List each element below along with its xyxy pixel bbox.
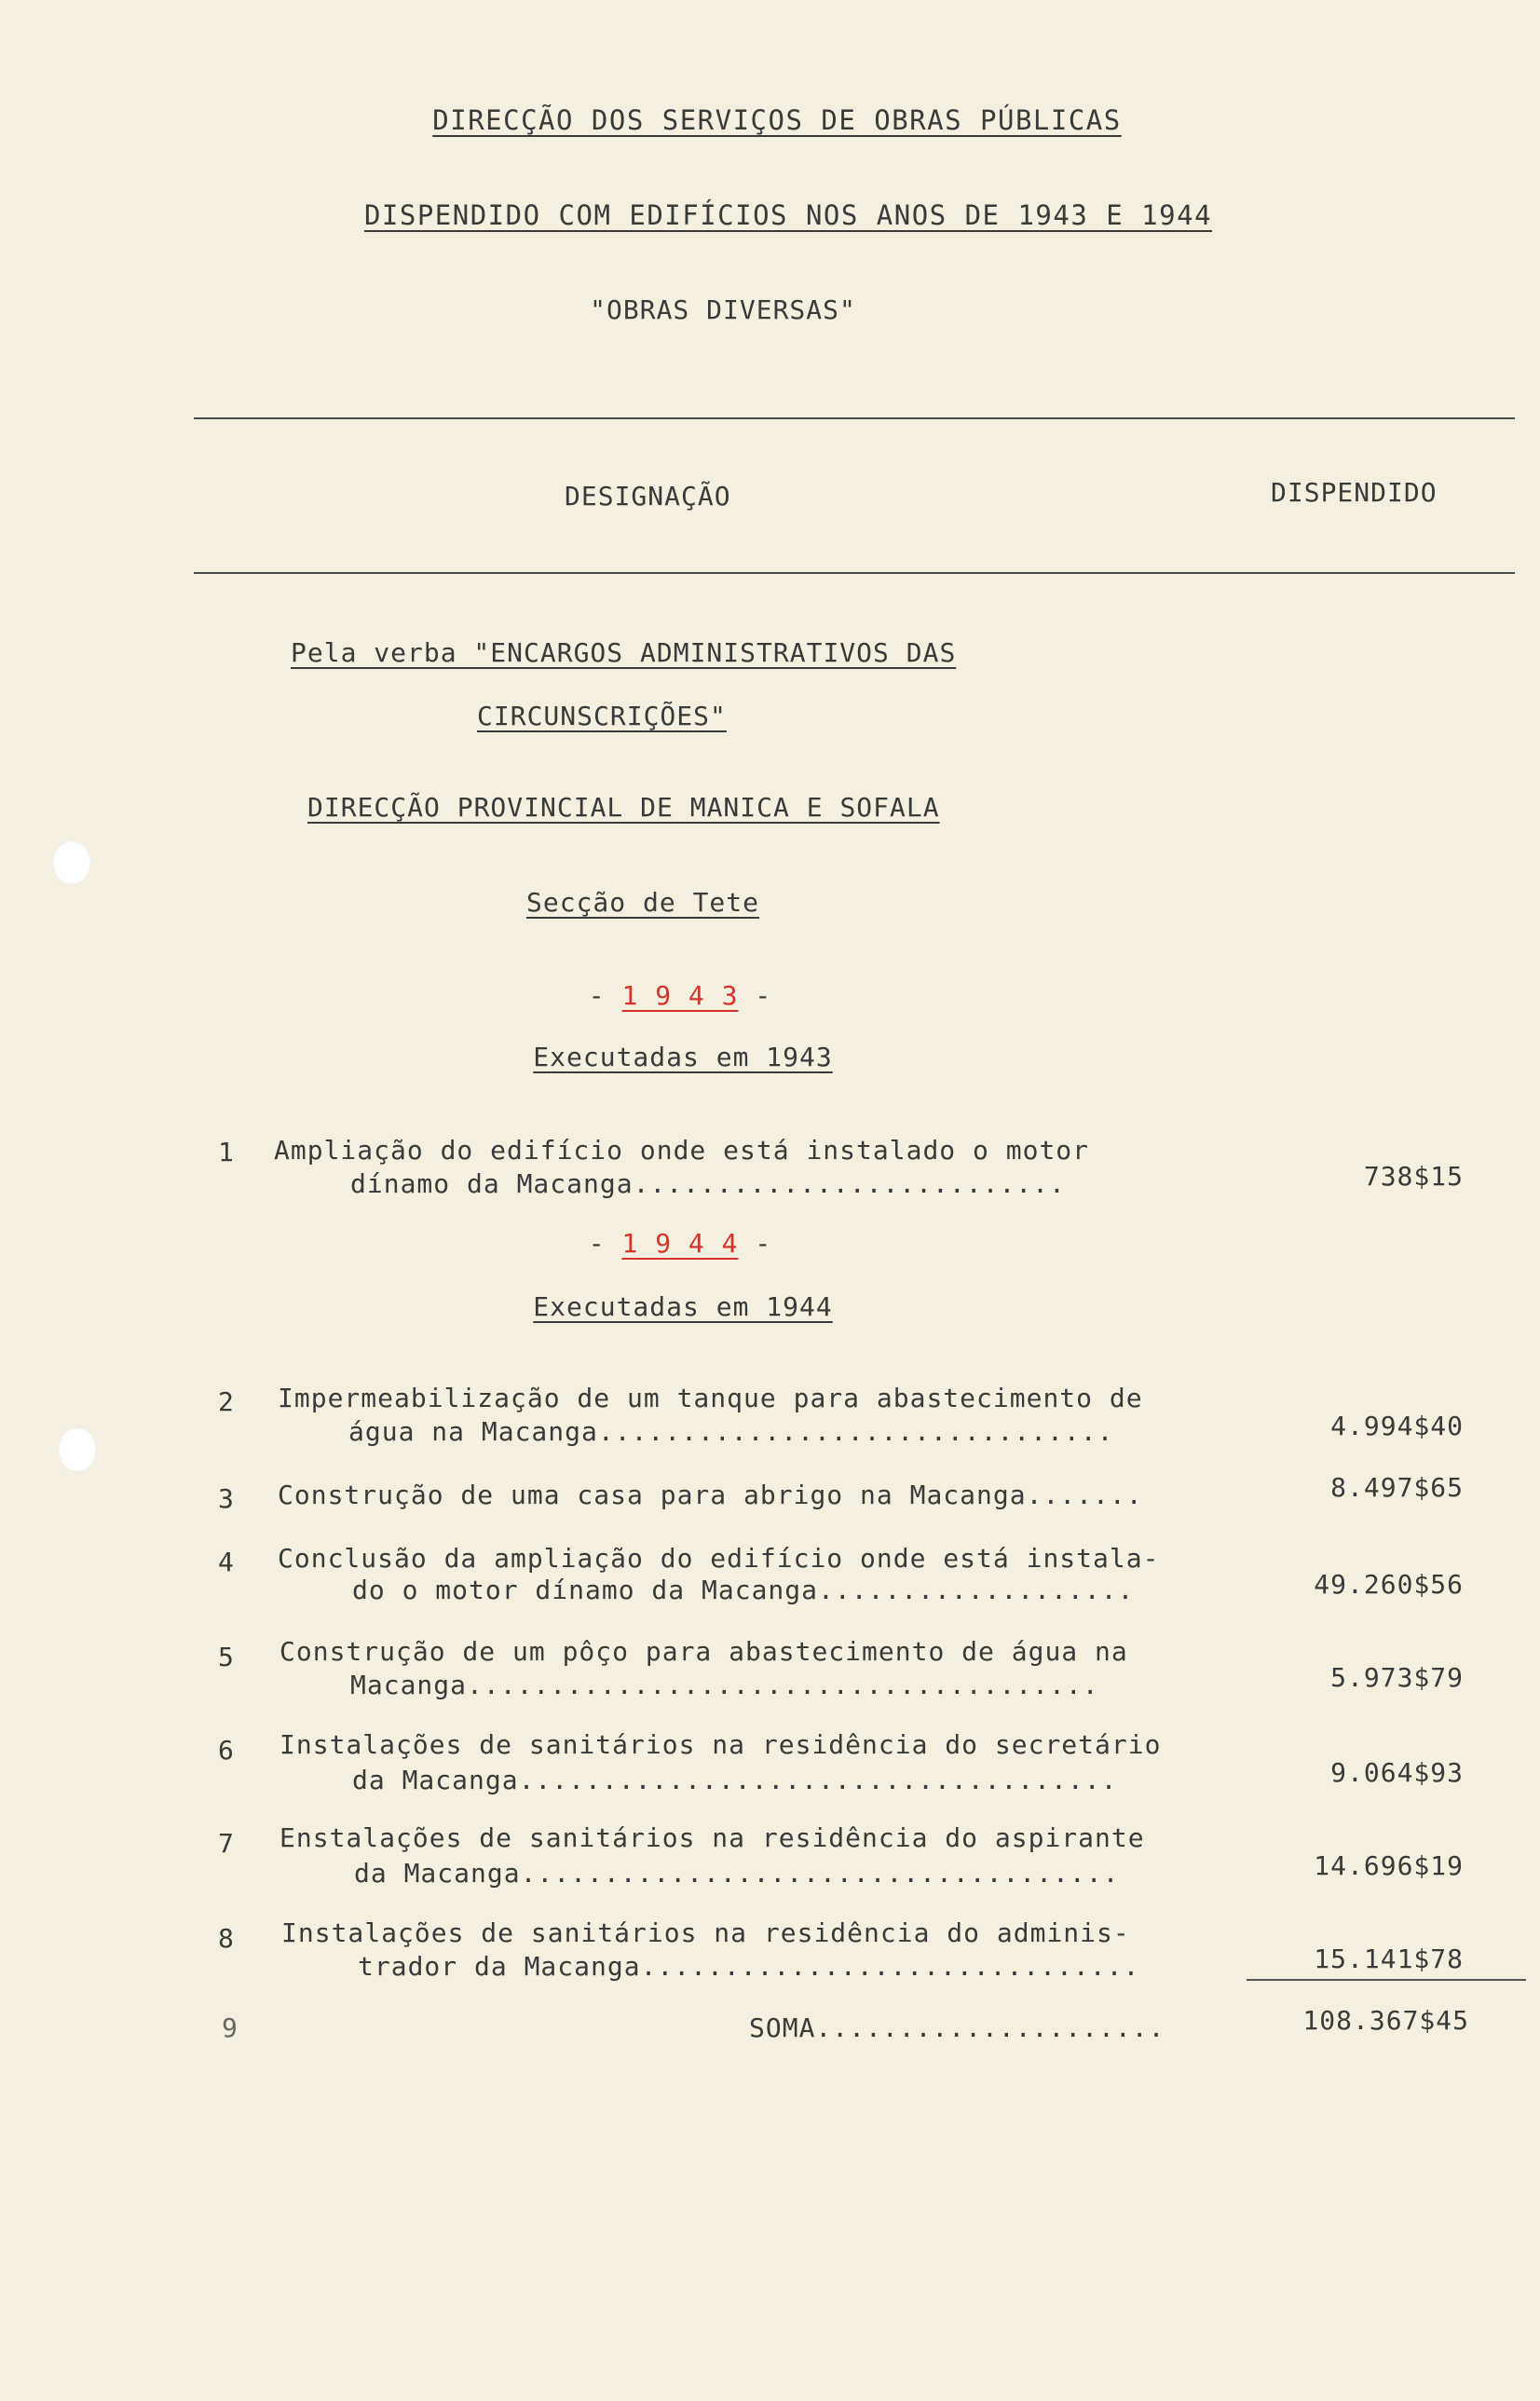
- year-1944-heading: [589, 1228, 771, 1259]
- executed-1943-heading: Executadas em 1943: [533, 1042, 833, 1072]
- top-rule: [194, 417, 1515, 419]
- item-description-line2: trador da Macanga..............................: [358, 1951, 1140, 1982]
- item-description-line2: da Macanga....................................: [354, 1858, 1120, 1889]
- directorate-heading: DIRECÇÃO PROVINCIAL DE MANICA E SOFALA: [307, 792, 940, 823]
- item-number: 7: [218, 1828, 234, 1859]
- item-description-line1: Instalações de sanitários na residência do secretário: [279, 1729, 1162, 1760]
- dash-left: -: [588, 1228, 606, 1259]
- total-label: SOMA.....................: [749, 2012, 1165, 2043]
- dash-right: -: [755, 980, 772, 1011]
- budget-heading-line2: CIRCUNSCRIÇÕES": [477, 701, 727, 731]
- item-description-line1: Impermeabilização de um tanque para abastecimento de: [278, 1383, 1143, 1413]
- year-1944: 1 9 4 4: [621, 1228, 739, 1259]
- item-amount: 5.973$79: [1330, 1662, 1464, 1693]
- item-amount: 4.994$40: [1330, 1411, 1464, 1441]
- column-designation-header: DESIGNAÇÃO: [565, 481, 731, 512]
- item-amount: 9.064$93: [1330, 1757, 1464, 1788]
- item-amount: 14.696$19: [1314, 1850, 1464, 1881]
- year-1943-heading: [589, 980, 771, 1011]
- item-description-line2: do o motor dínamo da Macanga...................: [352, 1575, 1135, 1605]
- item-description-line1: Enstalações de sanitários na residência do aspirante: [279, 1822, 1145, 1853]
- section-heading: Secção de Tete: [525, 887, 760, 918]
- dash-left: -: [588, 980, 606, 1011]
- item-description-line1: Ampliação do edifício onde está instalado o motor: [274, 1135, 1090, 1166]
- column-spent-header: DISPENDIDO: [1271, 477, 1438, 508]
- struck-number: 9: [222, 2012, 238, 2043]
- total-rule: [1247, 1979, 1526, 1981]
- total-amount: 108.367$45: [1302, 2005, 1469, 2036]
- year-1943: 1 9 4 3: [621, 980, 739, 1011]
- budget-heading-line1: Pela verba "ENCARGOS ADMINISTRATIVOS DAS: [291, 637, 957, 668]
- item-description-line1: Conclusão da ampliação do edifício onde está instala-: [278, 1543, 1160, 1574]
- punch-hole: [52, 840, 91, 885]
- item-amount: 738$15: [1363, 1161, 1464, 1192]
- item-description-line1: Construção de uma casa para abrigo na Macanga.......: [278, 1480, 1143, 1510]
- item-number: 2: [218, 1386, 234, 1417]
- item-number: 6: [218, 1735, 234, 1766]
- item-number: 4: [218, 1547, 234, 1577]
- header-title: DIRECÇÃO DOS SERVIÇOS DE OBRAS PÚBLICAS: [432, 104, 1122, 136]
- punch-hole: [58, 1427, 97, 1472]
- item-number: 5: [218, 1642, 234, 1672]
- executed-1944-heading: Executadas em 1944: [533, 1291, 833, 1322]
- item-number: 1: [218, 1137, 234, 1167]
- header-bottom-rule: [194, 572, 1515, 574]
- item-amount: 15.141$78: [1314, 1944, 1464, 1974]
- item-description-line2: dínamo da Macanga..........................: [350, 1168, 1066, 1199]
- dash-right: -: [755, 1228, 772, 1259]
- item-description-line2: água na Macanga...............................: [348, 1416, 1114, 1447]
- header-works-label: "OBRAS DIVERSAS": [590, 294, 856, 325]
- item-description-line2: Macanga......................................: [350, 1670, 1099, 1700]
- header-subtitle: DISPENDIDO COM EDIFÍCIOS NOS ANOS DE 1943 E 1944: [363, 199, 1213, 231]
- item-number: 3: [218, 1483, 234, 1514]
- item-description-line1: Construção de um pôço para abastecimento de água na: [279, 1636, 1128, 1667]
- item-amount: 8.497$65: [1330, 1472, 1464, 1503]
- item-amount: 49.260$56: [1314, 1569, 1464, 1600]
- item-description-line2: da Macanga....................................: [352, 1765, 1118, 1795]
- item-description-line1: Instalações de sanitários na residência do adminis-: [281, 1917, 1130, 1948]
- item-number: 8: [218, 1923, 234, 1954]
